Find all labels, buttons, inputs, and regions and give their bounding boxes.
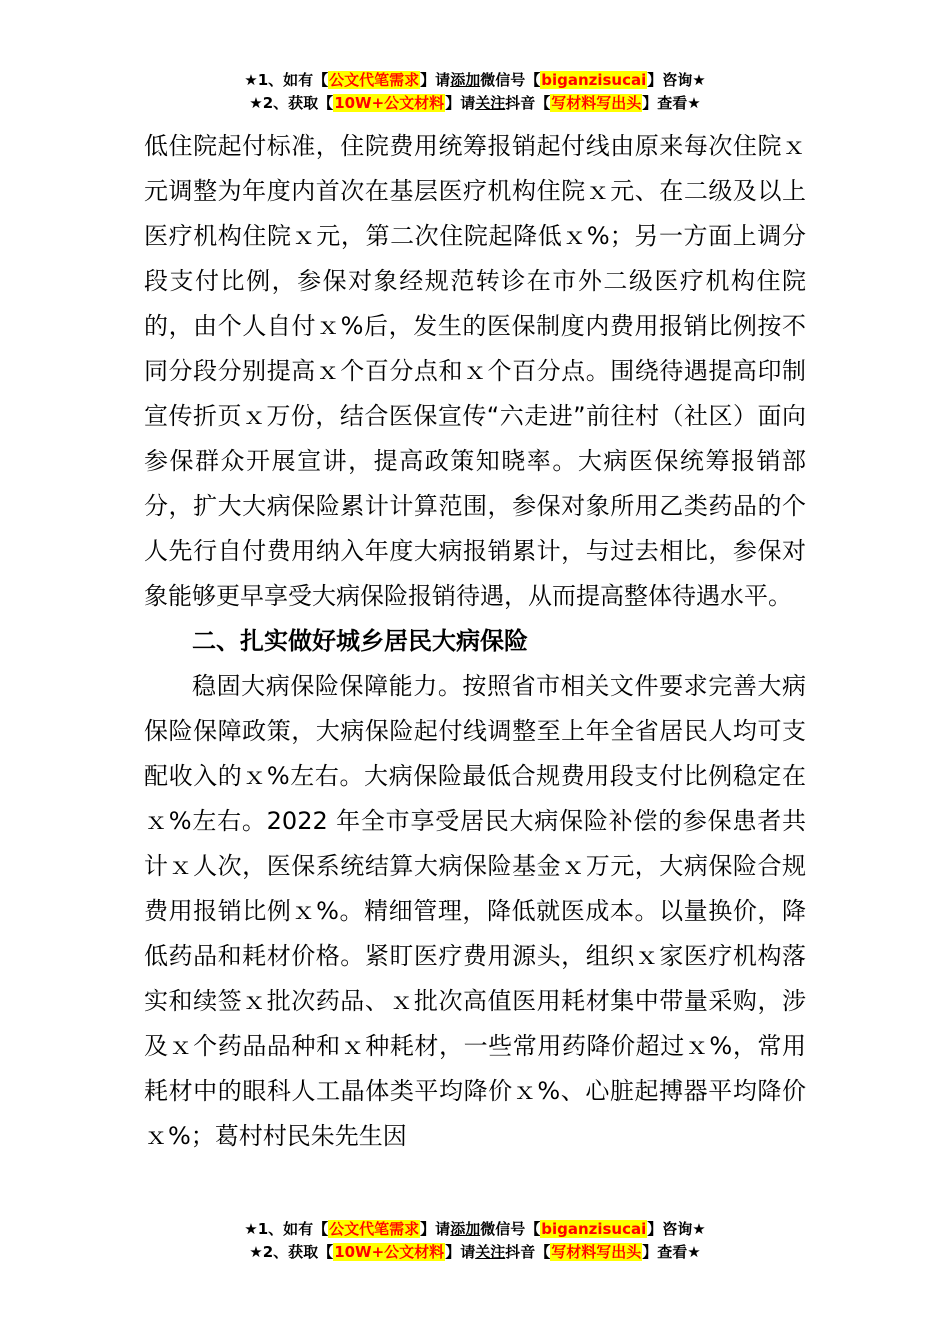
banner-text: 微信号【	[480, 71, 541, 89]
highlight-text: 10W+公文材料	[334, 94, 445, 112]
paragraph: 稳固大病保险保障能力。按照省市相关文件要求完善大病保险保障政策，大病保险起付线调整至上年全省居民人均可支配收入的ｘ%左右。大病保险最低合规费用段支付比例稳定在ｘ%左右。2022 年全市享受居民大病保险补偿的参保患者共计ｘ人次，医保系统结算大病保险基金ｘ万元，大病保险合规费用报销比例ｘ%。精细管理，降低就医成本。以量换价，降低药品和耗材价格。紧盯医疗费用源头，组织ｘ家医疗机构落实和续签ｘ批次药品、ｘ批次高值医用耗材集中带量采购，涉及ｘ个药品品种和ｘ种耗材，一些常用药降价超过ｘ%，常用耗材中的眼科人工晶体类平均降价ｘ%、心脏起搏器平均降价ｘ%；葛村村民朱先生因	[144, 672, 806, 1150]
highlight-text: 写材料写出头	[551, 94, 642, 112]
footer-banner	[0, 1218, 950, 1264]
banner-line-2	[0, 92, 950, 115]
banner-text: 】请	[420, 1220, 451, 1238]
banner-text: 抖音【	[505, 94, 551, 112]
banner-text: 】查看★	[642, 94, 701, 112]
document-body	[144, 124, 806, 1159]
highlight-text: 写材料写出头	[551, 1243, 642, 1261]
section-heading: 二、扎实做好城乡居民大病保险	[192, 627, 528, 655]
banner-text: 】咨询★	[647, 71, 706, 89]
banner-text: ★2、获取【	[249, 1243, 334, 1261]
banner-text: 】请	[420, 71, 451, 89]
underlined-text: 添加	[450, 71, 481, 89]
highlight-text: 公文代笔需求	[329, 1220, 420, 1238]
banner-text: 】查看★	[642, 1243, 701, 1261]
banner-line-1	[0, 1218, 950, 1241]
highlight-text: biganzisucai	[541, 71, 647, 89]
highlight-text: 10W+公文材料	[334, 1243, 445, 1261]
underlined-text: 关注	[475, 94, 506, 112]
banner-text: ★2、获取【	[249, 94, 334, 112]
banner-text: ★1、如有【	[244, 1220, 329, 1238]
header-banner	[0, 69, 950, 115]
highlight-text: 公文代笔需求	[329, 71, 420, 89]
banner-text: 】请	[445, 1243, 476, 1261]
banner-text: 微信号【	[480, 1220, 541, 1238]
paragraph: 低住院起付标准，住院费用统筹报销起付线由原来每次住院ｘ元调整为年度内首次在基层医疗机构住院ｘ元、在二级及以上医疗机构住院ｘ元，第二次住院起降低ｘ%；另一方面上调分段支付比例，参保对象经规范转诊在市外二级医疗机构住院的，由个人自付ｘ%后，发生的医保制度内费用报销比例按不同分段分别提高ｘ个百分点和ｘ个百分点。围绕待遇提高印制宣传折页ｘ万份，结合医保宣传“六走进”前往村（社区）面向参保群众开展宣讲，提高政策知晓率。大病医保统筹报销部分，扩大大病保险累计计算范围，参保对象所用乙类药品的个人先行自付费用纳入年度大病报销累计，与过去相比，参保对象能够更早享受大病保险报销待遇，从而提高整体待遇水平。	[144, 132, 806, 610]
highlight-text: biganzisucai	[541, 1220, 647, 1238]
banner-text: 】请	[445, 94, 476, 112]
banner-line-2	[0, 1241, 950, 1264]
underlined-text: 关注	[475, 1243, 506, 1261]
banner-text: 抖音【	[505, 1243, 551, 1261]
underlined-text: 添加	[450, 1220, 481, 1238]
banner-text: 】咨询★	[647, 1220, 706, 1238]
banner-line-1	[0, 69, 950, 92]
banner-text: ★1、如有【	[244, 71, 329, 89]
